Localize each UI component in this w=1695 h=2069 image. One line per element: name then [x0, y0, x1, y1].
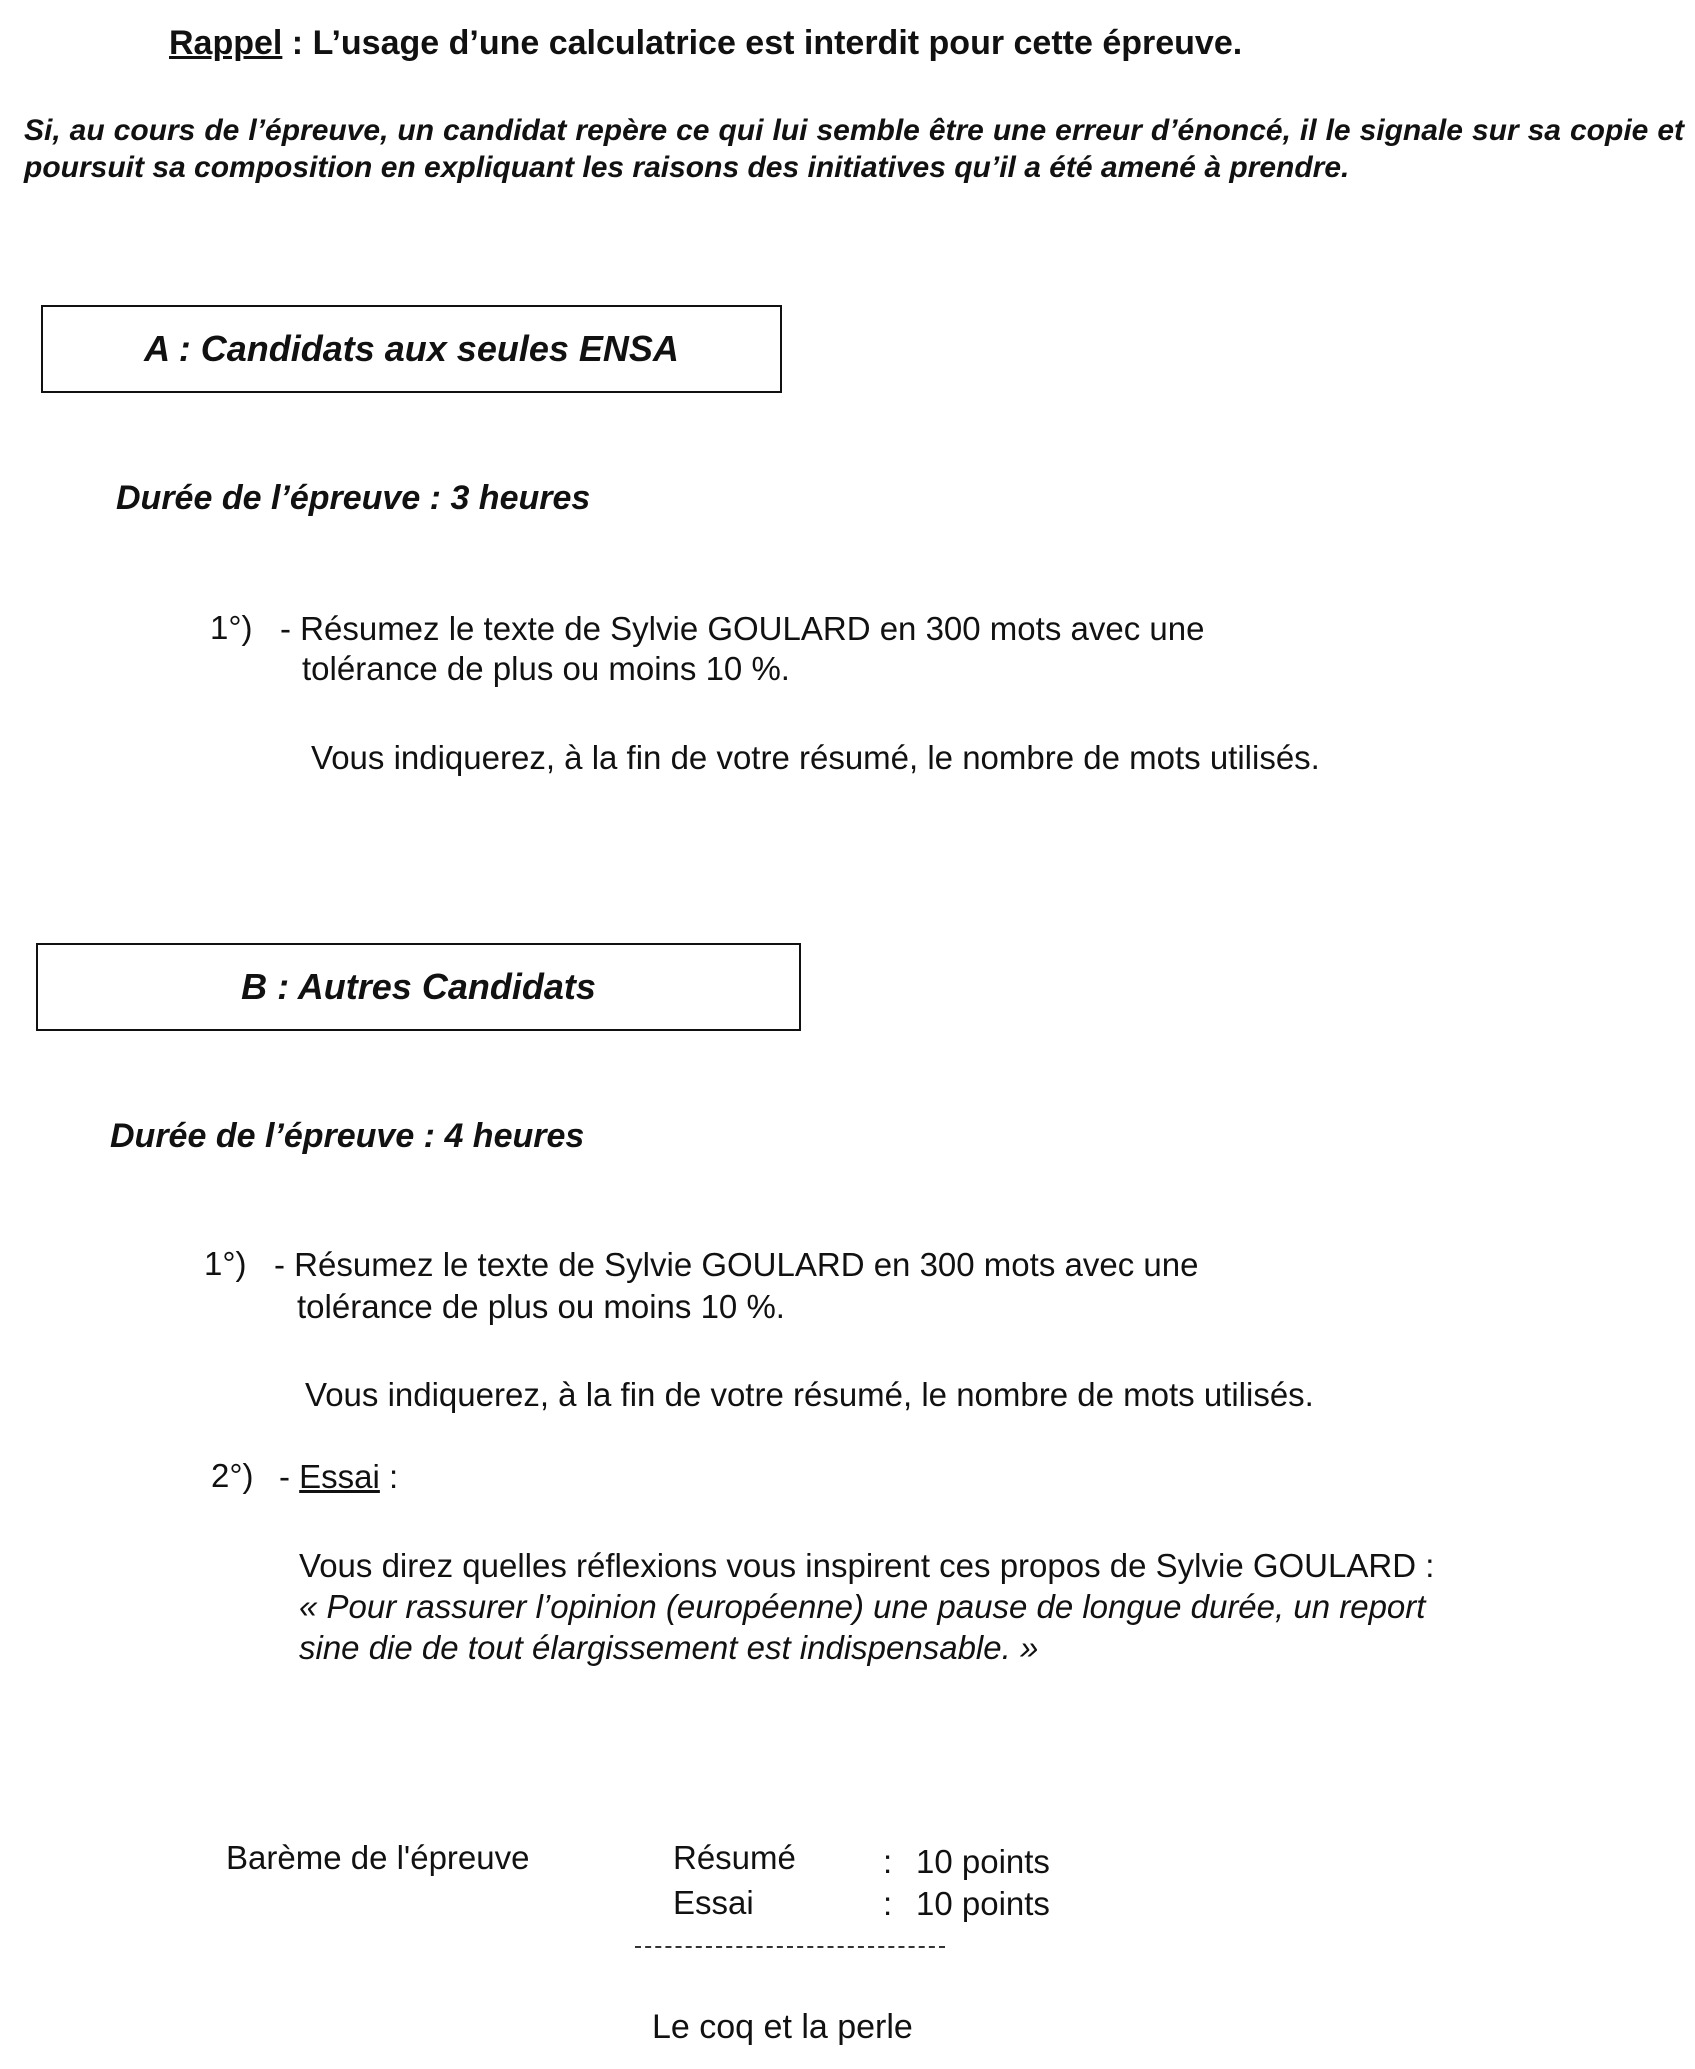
q2-colon: : [379, 1458, 399, 1495]
section-b-duration: Durée de l’épreuve : 4 heures [110, 1117, 585, 1155]
rappel-text: : L’usage d’une calculatrice est interdit pour cette épreuve. [282, 24, 1243, 62]
section-b-q1-number: 1°) [204, 1245, 247, 1282]
section-b-box [36, 943, 801, 1031]
section-a-title: A : Candidats aux seules ENSA [144, 328, 679, 369]
bareme-row-essai-separator: : [883, 1885, 893, 1922]
section-a-q1-line3: Vous indiquerez, à la fin de votre résumé, le nombre de mots utilisés. [311, 739, 1320, 776]
section-a-duration: Durée de l’épreuve : 3 heures [116, 479, 591, 517]
error-warning-paragraph: Si, au cours de l’épreuve, un candidat repère ce qui lui semble être une erreur d’énoncé, il le signale sur sa copie et poursuit sa composition en expliquant les raisons des initiatives qu’il a été amené à prendre. [24, 114, 1684, 184]
essai-label: Essai [299, 1458, 380, 1495]
section-a-q1-line1: - Résumez le texte de Sylvie GOULARD en 300 mots avec une [280, 610, 1205, 647]
rappel-notice [169, 24, 1242, 63]
bareme-label: Barème de l'épreuve [226, 1839, 530, 1876]
section-b-q2-quote-line1: « Pour rassurer l’opinion (européenne) une pause de longue durée, un report [299, 1588, 1426, 1625]
section-a-q1-number: 1°) [210, 609, 253, 646]
bareme-row-resume-name: Résumé [673, 1839, 796, 1876]
rappel-label: Rappel [169, 24, 283, 62]
q2-dash: - [279, 1458, 300, 1495]
section-b-q2-heading [279, 1457, 398, 1497]
section-b-q1-line3: Vous indiquerez, à la fin de votre résumé, le nombre de mots utilisés. [305, 1376, 1314, 1413]
section-b-q2-number: 2°) [211, 1457, 254, 1494]
section-b-q1-line1: - Résumez le texte de Sylvie GOULARD en 300 mots avec une [274, 1246, 1199, 1283]
bareme-row-resume-separator: : [883, 1843, 893, 1880]
section-b-q1-line2: tolérance de plus ou moins 10 %. [297, 1288, 785, 1325]
bareme-row-essai-value: 10 points [916, 1885, 1050, 1922]
section-b-q2-quote-line2: sine die de tout élargissement est indispensable. » [299, 1629, 1039, 1666]
section-b-q2-line1: Vous direz quelles réflexions vous inspirent ces propos de Sylvie GOULARD : [299, 1547, 1435, 1584]
dashed-divider [635, 1946, 945, 1948]
bareme-row-resume-value: 10 points [916, 1843, 1050, 1880]
section-b-title: B : Autres Candidats [241, 966, 596, 1007]
bareme-row-essai-name: Essai [673, 1884, 754, 1921]
text-title: Le coq et la perle [652, 2008, 913, 2046]
section-a-box [41, 305, 782, 393]
section-a-q1-line2: tolérance de plus ou moins 10 %. [302, 650, 790, 687]
